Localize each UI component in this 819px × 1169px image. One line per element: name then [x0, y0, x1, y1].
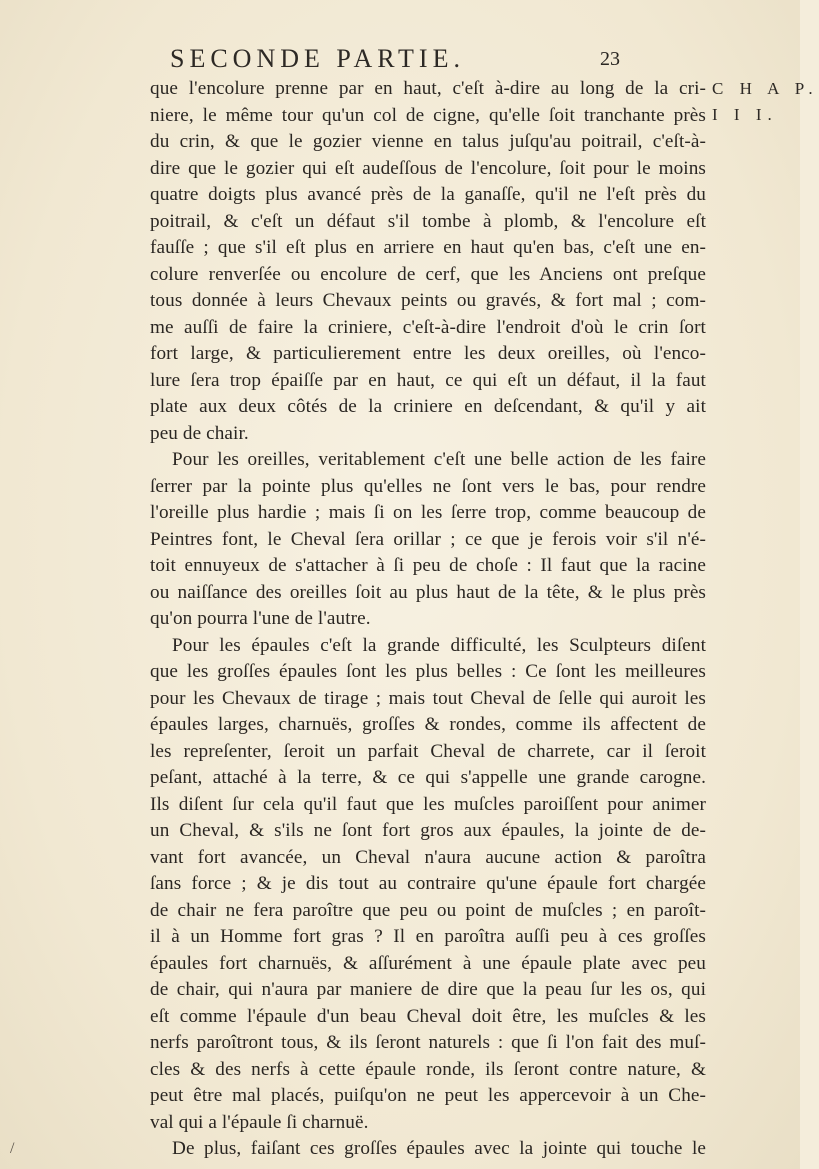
paragraph-end-line: peu de chair.	[150, 422, 249, 444]
paragraph-start-line: Pour les oreilles, veritablement c'eſt une belle action de les faire	[172, 449, 706, 470]
text-line: épaules fort charnuës, & aſſurément à une épaule plate avec peu	[150, 952, 706, 974]
text-line: ſans force ; & je dis tout au contraire qu'une épaule fort chargée	[150, 873, 706, 894]
text-line: pour les Chevaux de tirage ; mais tout Cheval de ſelle qui auroit les	[150, 687, 706, 709]
chapter-marker	[712, 76, 819, 128]
text-line: poitrail, & c'eſt un défaut s'il tombe à plomb, & l'encolure eſt	[150, 210, 706, 232]
text-line: vant fort avancée, un Cheval n'aura aucune action & paroîtra	[150, 846, 706, 868]
text-line: épaules larges, charnuës, groſſes & rondes, comme ils affectent de	[150, 714, 706, 735]
text-line: plate aux deux côtés de la criniere en deſcendant, & qu'il y ait	[150, 396, 706, 417]
paragraph-end-line: qu'on pourra l'une de l'autre.	[150, 608, 371, 629]
text-line: peut être mal placés, puiſqu'on ne peut les appercevoir à un Che-	[150, 1085, 706, 1106]
text-line: de chair, qui n'aura par maniere de dire que la peau ſur les os, qui	[150, 979, 706, 1000]
text-line: que l'encolure prenne par en haut, c'eſt à-dire au long de la cri-	[150, 78, 706, 99]
page-mark: /	[10, 1140, 15, 1157]
text-line: eſt comme l'épaule d'un beau Cheval doit être, les muſcles & les	[150, 1005, 706, 1027]
text-line: il à un Homme fort gras ? Il en paroîtra auſſi peu à ces groſſes	[150, 926, 706, 947]
paragraph-start-line: Pour les épaules c'eſt la grande difficulté, les Sculpteurs diſent	[172, 634, 706, 656]
text-line: peſant, attaché à la terre, & ce qui s'appelle une grande carogne.	[150, 767, 706, 788]
text-line: l'oreille plus hardie ; mais ſi on les ſerre trop, comme beaucoup de	[150, 502, 706, 523]
chapter-marker-line2: I I I.	[712, 105, 778, 124]
paragraph-end-line: val qui a l'épaule ſi charnuë.	[150, 1111, 369, 1133]
text-line: quatre doigts plus avancé près de la ganaſſe, qu'il ne l'eſt près du	[150, 184, 706, 205]
text-line: colure renverſée ou encolure de cerf, que les Anciens ont preſque	[150, 263, 706, 285]
text-line: ou naiſſance des oreilles ſoit au plus haut de la tête, & le plus près	[150, 581, 706, 603]
text-line: lure ſera trop épaiſſe par en haut, ce qui eſt un défaut, il la faut	[150, 369, 706, 391]
paragraph-start-line: De plus, faiſant ces groſſes épaules avec la jointe qui touche le	[172, 1138, 706, 1159]
text-line: les repreſenter, ſeroit un parfait Cheval de charrete, car il ſeroit	[150, 740, 706, 762]
text-line: nerfs paroîtront tous, & ils ſeront naturels : que ſi l'on fait des muſ-	[150, 1032, 706, 1053]
body-text	[150, 76, 706, 1163]
text-line: me auſſi de faire la criniere, c'eſt-à-dire l'endroit d'où le crin ſort	[150, 316, 706, 338]
text-line: un Cheval, & s'ils ne ſont fort gros aux épaules, la jointe de de-	[150, 820, 706, 841]
text-line: dire que le gozier qui eſt audeſſous de l'encolure, ſoit pour le moins	[150, 157, 706, 179]
text-line: fort large, & particulierement entre les deux oreilles, où l'enco-	[150, 343, 706, 364]
text-line: de chair ne fera paroître que peu ou point de muſcles ; en paroît-	[150, 899, 706, 921]
text-line: fauſſe ; que s'il eſt plus en arriere en haut qu'en bas, c'eſt une en-	[150, 237, 706, 258]
running-head: SECONDE PARTIE.	[170, 44, 465, 73]
text-line: niere, le même tour qu'un col de cigne, qu'elle ſoit tranchante près	[150, 104, 706, 126]
text-line: ſerrer par la pointe plus qu'elles ne ſont vers le bas, pour rendre	[150, 475, 706, 497]
chapter-marker-line1: C H A P.	[712, 79, 819, 98]
text-line: Peintres font, le Cheval ſera orillar ; ce que je ferois voir s'il n'é-	[150, 528, 706, 550]
text-line: cles & des nerfs à cette épaule ronde, ils ſeront contre nature, &	[150, 1058, 706, 1080]
page-header	[150, 44, 620, 78]
text-line: tous donnée à leurs Chevaux peints ou gravés, & fort mal ; com-	[150, 290, 706, 311]
text-line: toit ennuyeux de s'attacher à ſi peu de choſe : Il faut que la racine	[150, 555, 706, 576]
text-line: que les groſſes épaules ſont les plus belles : Ce ſont les meilleures	[150, 661, 706, 682]
text-line: Ils diſent ſur cela qu'il faut que les muſcles paroiſſent pour animer	[150, 793, 706, 815]
text-line: du crin, & que le gozier vienne en talus juſqu'au poitrail, c'eſt-à-	[150, 131, 706, 152]
page-number: 23	[600, 48, 620, 70]
